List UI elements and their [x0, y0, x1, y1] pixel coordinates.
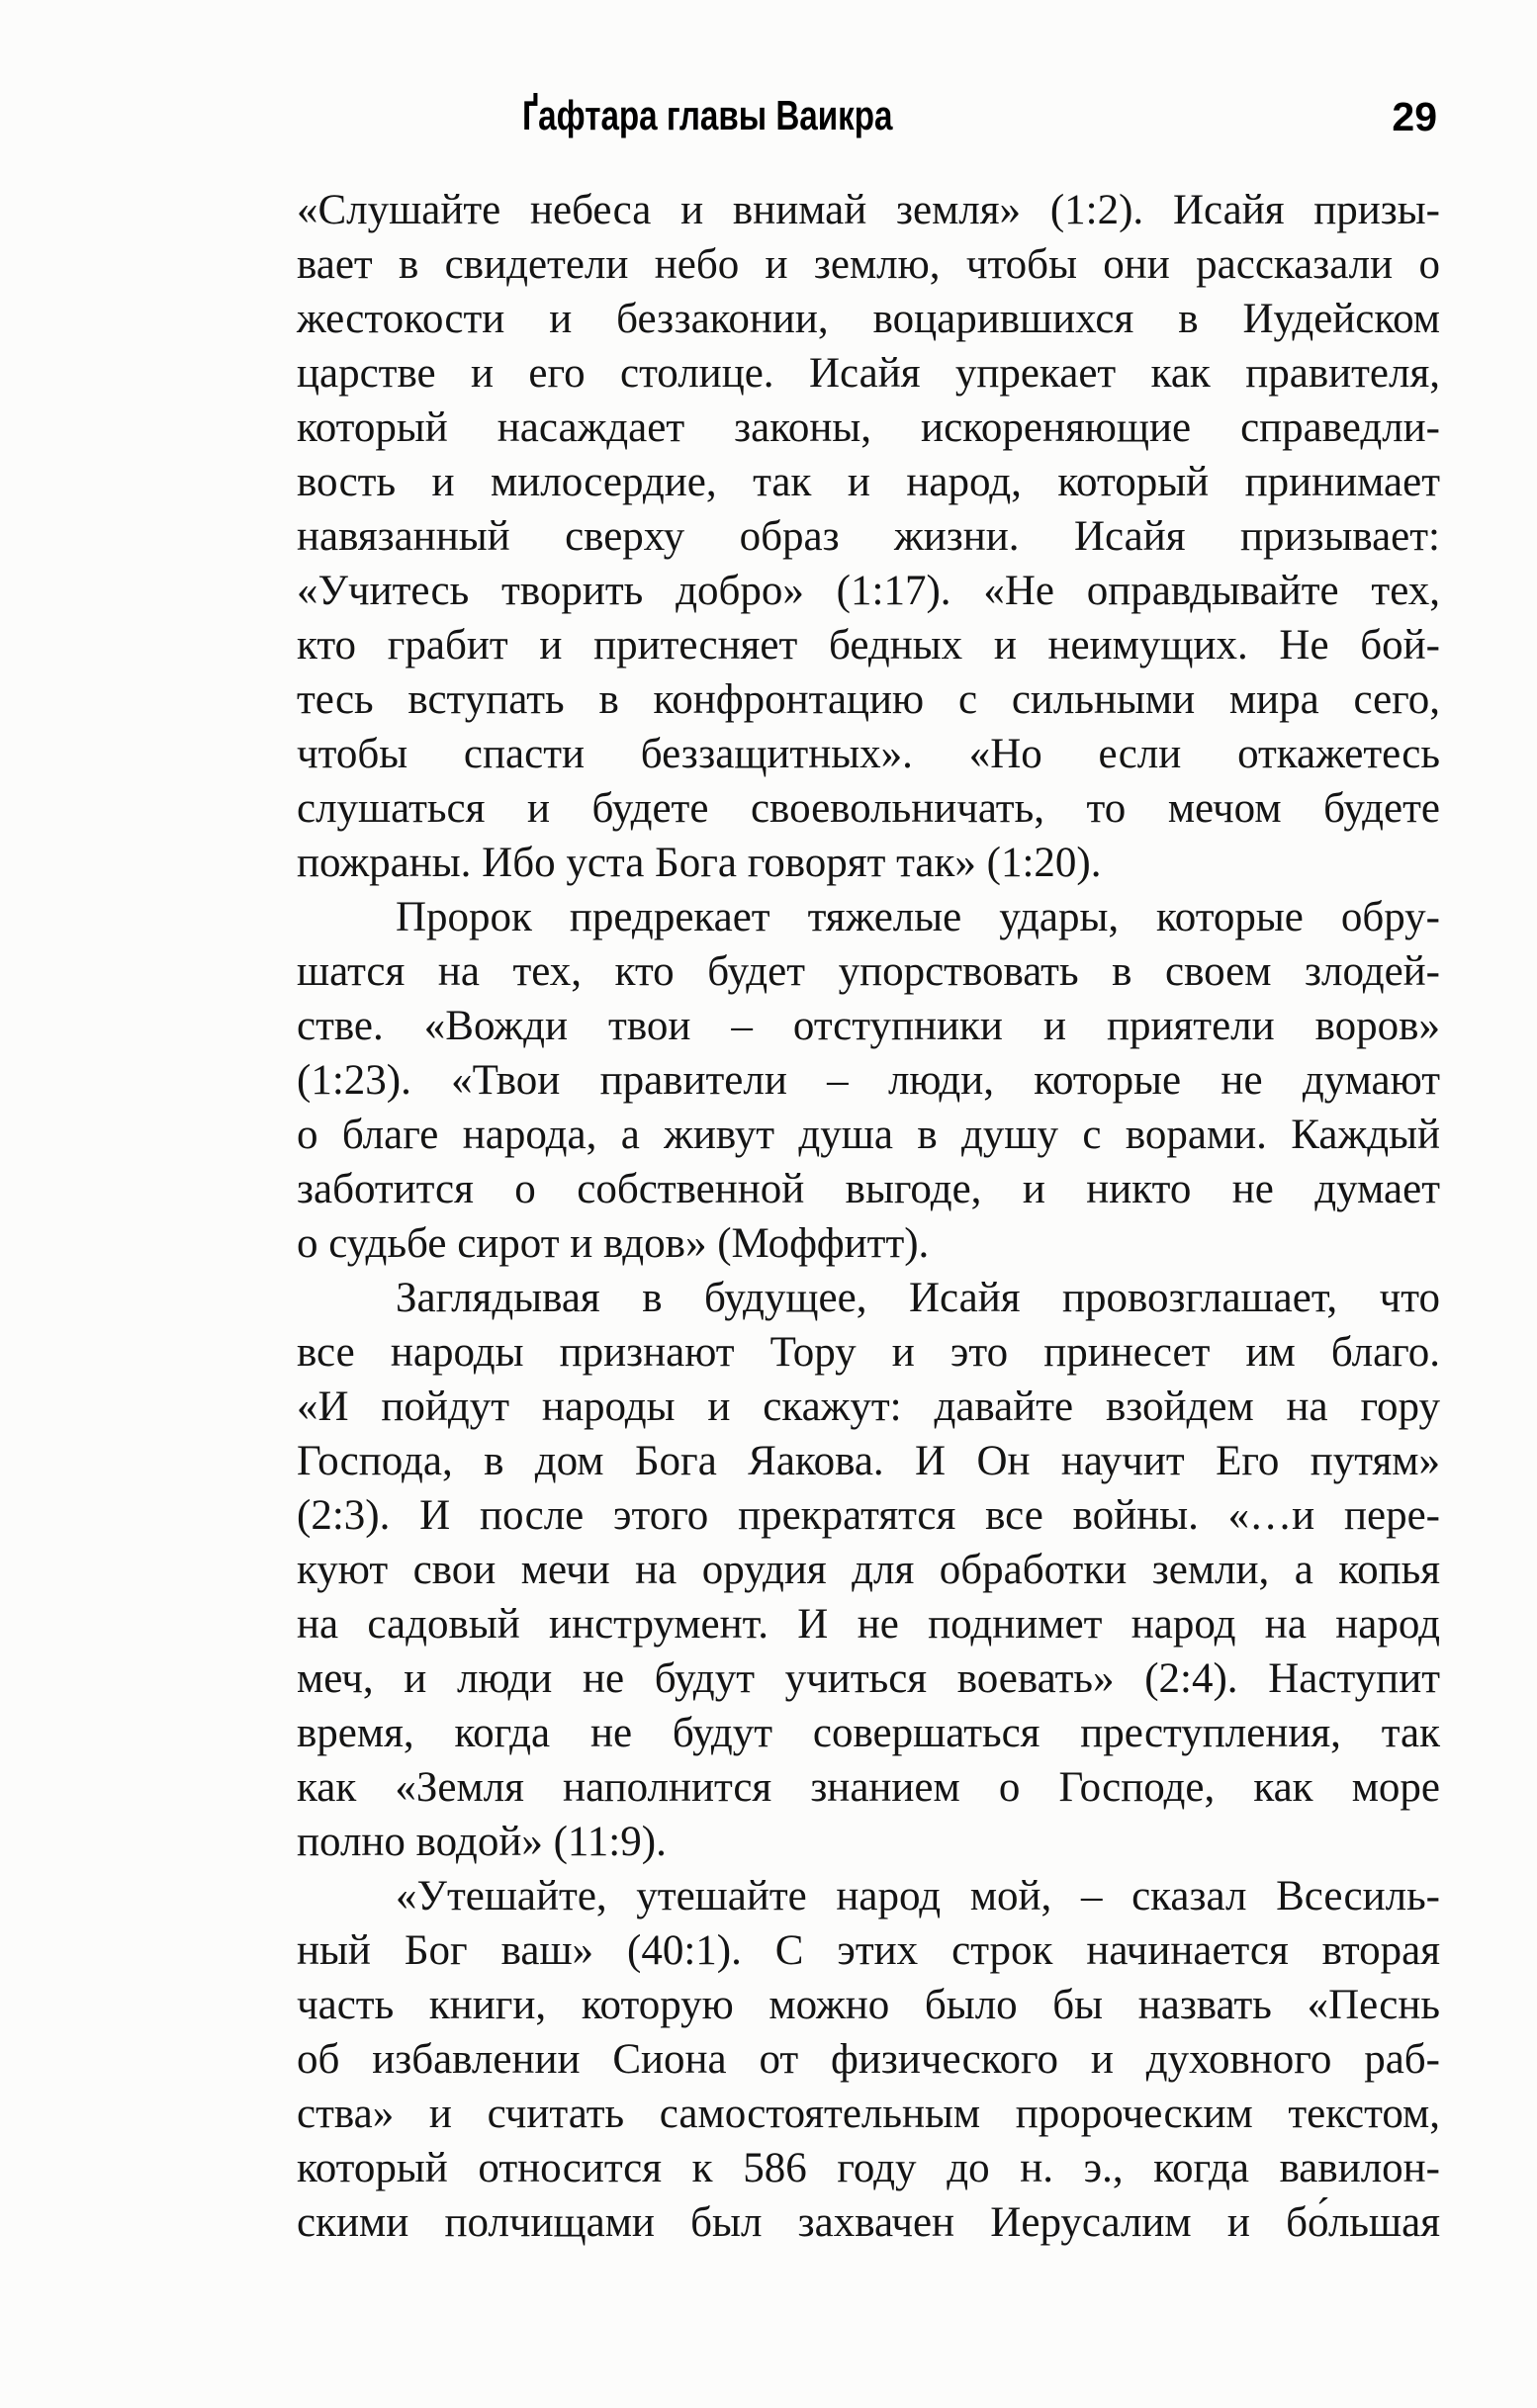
text-line: все народы признают Тору и это принесет им благо.: [297, 1329, 1440, 1376]
text-line: о судьбе сирот и вдов» (Моффитт).: [297, 1220, 930, 1267]
text-line: стве. «Вожди твои – отступники и приятели воров»: [297, 1003, 1440, 1049]
text-line: который относится к 586 году до н. э., когда вавилон-: [297, 2145, 1440, 2191]
text-line: (1:23). «Твои правители – люди, которые не думают: [297, 1057, 1440, 1104]
text-line: «Утешайте, утешайте народ мой, – сказал Всесиль-: [396, 1873, 1440, 1919]
text-line: вость и милосердие, так и народ, который принимает: [297, 459, 1440, 505]
text-line: полно водой» (11:9).: [297, 1819, 667, 1865]
text-line: Пророк предрекает тяжелые удары, которые обру-: [396, 894, 1440, 940]
text-line: кто грабит и притесняет бедных и неимущих. Не бой-: [297, 622, 1440, 669]
text-line: ства» и считать самостоятельным пророческим текстом,: [297, 2091, 1440, 2137]
text-line: заботится о собственной выгоде, и никто не думает: [297, 1166, 1440, 1212]
text-line: о благе народа, а живут душа в душу с ворами. Каждый: [297, 1112, 1440, 1158]
text-line: который насаждает законы, искореняющие справедли-: [297, 404, 1440, 451]
text-line: время, когда не будут совершаться преступления, так: [297, 1710, 1440, 1756]
text-line: навязанный сверху образ жизни. Исайя призывает:: [297, 513, 1440, 560]
text-line: часть книги, которую можно было бы назвать «Песнь: [297, 1982, 1440, 2028]
text-line: жестокости и беззаконии, воцарившихся в Иудейском: [297, 296, 1440, 342]
text-line: Господа, в дом Бога Яакова. И Он научит Его путям»: [297, 1438, 1440, 1484]
text-line: шатся на тех, кто будет упорствовать в своем злодей-: [297, 948, 1440, 995]
text-line: царстве и его столице. Исайя упрекает как правителя,: [297, 350, 1440, 397]
text-line: пожраны. Ибо уста Бога говорят так» (1:20).: [297, 840, 1102, 886]
text-line: «Слушайте небеса и внимай земля» (1:2). Исайя призы-: [297, 187, 1440, 233]
text-line: тесь вступать в конфронтацию с сильными мира сего,: [297, 676, 1440, 723]
text-line: Заглядывая в будущее, Исайя провозглашает, что: [396, 1275, 1440, 1321]
text-line: ный Бог ваш» (40:1). С этих строк начинается вторая: [297, 1927, 1440, 1974]
text-line: (2:3). И после этого прекратятся все войны. «…и пере-: [297, 1492, 1440, 1539]
text-line: на садовый инструмент. И не поднимет народ на народ: [297, 1601, 1440, 1648]
text-line: вает в свидетели небо и землю, чтобы они рассказали о: [297, 241, 1440, 288]
text-line: об избавлении Сиона от физического и духовного раб-: [297, 2036, 1440, 2083]
text-line: как «Земля наполнится знанием о Господе, как море: [297, 1764, 1440, 1811]
text-line: куют свои мечи на орудия для обработки земли, а копья: [297, 1547, 1440, 1593]
text-line: «И пойдут народы и скажут: давайте взойдем на гору: [297, 1383, 1440, 1430]
text-line: меч, и люди не будут учиться воевать» (2:4). Наступит: [297, 1655, 1440, 1702]
text-line: скими полчищами был захвачен Иерусалим и бо́льшая: [297, 2199, 1440, 2246]
text-line: слушаться и будете своевольничать, то мечом будете: [297, 785, 1440, 832]
body-text: [297, 183, 1440, 2250]
text-line: чтобы спасти беззащитных». «Но если откажетесь: [297, 731, 1440, 777]
text-line: «Учитесь творить добро» (1:17). «Не оправдывайте тех,: [297, 568, 1440, 614]
page-number: 29: [1392, 94, 1437, 139]
page-header-title: Ґафтара главы Ваикра: [522, 92, 893, 138]
